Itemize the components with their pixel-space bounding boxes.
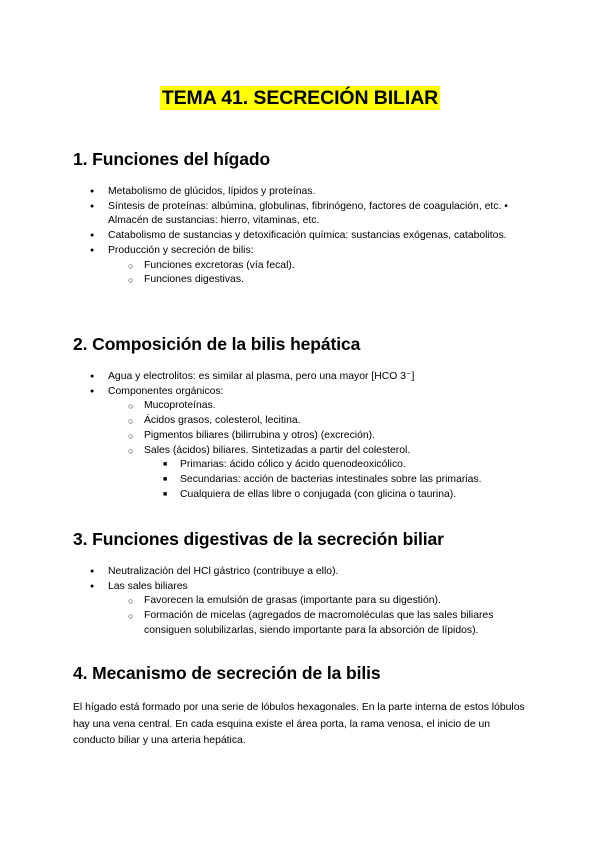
subsublist-item: ■ Cualquiera de ellas libre o conjugada (con glicina o taurina). — [180, 488, 528, 503]
title-wrapper — [0, 86, 600, 110]
sublist-item: ○ Funciones digestivas. — [144, 273, 528, 288]
page-title: TEMA 41. SECRECIÓN BILIAR — [161, 87, 439, 109]
sublist-item — [144, 444, 528, 503]
section-2-subsublist — [180, 458, 528, 502]
list-item — [108, 385, 528, 503]
list-item: ● Neutralización del HCl gástrico (contribuye a ello). — [108, 565, 528, 580]
list-item-text: Componentes orgánicos: — [108, 385, 224, 397]
list-item: ● Metabolismo de glúcidos, lípidos y proteínas. — [108, 185, 528, 200]
subsublist-item: ■ Secundarias: acción de bacterias intestinales sobre las primarias. — [180, 473, 528, 488]
sublist-item: ○ Pigmentos biliares (bilirrubina y otros) (excreción). — [144, 429, 528, 444]
list-item — [108, 580, 528, 639]
section-2-sublist — [144, 399, 528, 502]
section-3-sublist — [144, 594, 528, 638]
sublist-item: ○ Favorecen la emulsión de grasas (importante para su digestión). — [144, 594, 528, 609]
section-1-sublist — [144, 259, 528, 288]
list-item — [108, 244, 528, 288]
section-4-paragraph: El hígado está formado por una serie de lóbulos hexagonales. En la parte interna de estos lóbulos hay una vena central. En cada esquina existe el área porta, la rama venosa, el inicio de un conducto biliar y una arteria hepática. — [73, 702, 525, 746]
list-item: ● Agua y electrolitos: es similar al plasma, pero una mayor [HCO 3⁻] — [108, 370, 528, 385]
list-item: ● Síntesis de proteínas: albúmina, globulinas, fibrinógeno, factores de coagulación, etc. • Almacén de sustancias: hierro, vitaminas, etc. — [108, 200, 528, 229]
section-3-list — [108, 565, 528, 639]
list-item-text: Las sales biliares — [108, 580, 188, 592]
section-1-heading: 1. Funciones del hígado — [73, 149, 271, 169]
section-1-list — [108, 185, 528, 288]
sublist-item: ○ Funciones excretoras (vía fecal). — [144, 259, 528, 274]
section-3-heading: 3. Funciones digestivas de la secreción biliar — [73, 529, 444, 549]
section-2-list — [108, 370, 528, 502]
sublist-item: ○ Ácidos grasos, colesterol, lecitina. — [144, 414, 528, 429]
sublist-item-text: Sales (ácidos) biliares. Sintetizadas a partir del colesterol. — [144, 444, 411, 456]
section-2-heading: 2. Composición de la bilis hepática — [73, 334, 361, 354]
sublist-item: ○ Formación de micelas (agregados de macromoléculas que las sales biliares consiguen solubilizarlas, siendo importante para la absorción de lípidos). — [144, 609, 528, 638]
list-item-text: Producción y secreción de bilis: — [108, 244, 254, 256]
section-4-heading: 4. Mecanismo de secreción de la bilis — [73, 663, 381, 683]
sublist-item: ○ Mucoproteínas. — [144, 399, 528, 414]
list-item: ● Catabolismo de sustancias y detoxificación química: sustancias exógenas, catabolitos. — [108, 229, 528, 244]
subsublist-item: ■ Primarias: ácido cólico y ácido quenodeoxicólico. — [180, 458, 528, 473]
